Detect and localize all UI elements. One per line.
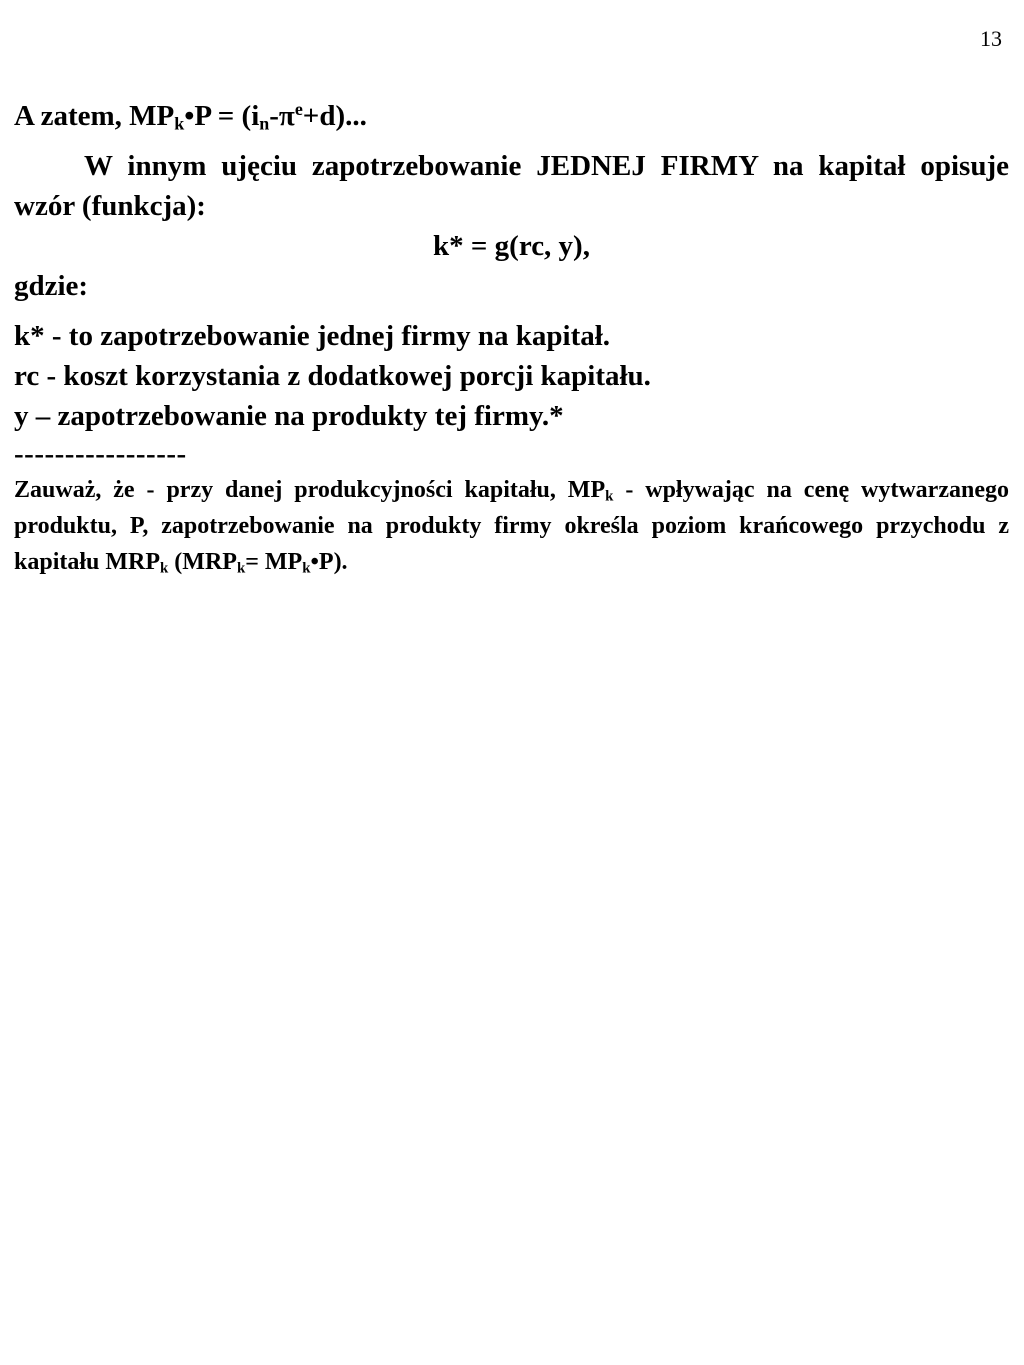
formula-sub-n: n: [259, 113, 270, 134]
paragraph-demand-function: W innym ujęciu zapotrzebowanie JEDNEJ FIRMY na kapitał opisuje wzór (funkcja):: [14, 150, 1009, 222]
footnote-sub2: k: [160, 560, 169, 577]
footnote-sub4: k: [302, 560, 311, 577]
page-number: 13: [980, 26, 1002, 51]
footnote-part5: •P).: [310, 549, 348, 575]
separator-line: -----------------: [14, 438, 187, 470]
formula-mpk: [14, 96, 1009, 136]
footnote-part4: = MP: [245, 549, 303, 575]
formula-k-star: k* = g(rc, y),: [433, 230, 590, 262]
definition-y: y – zapotrzebowanie na produkty tej firmy.*: [14, 400, 564, 432]
formula-sub-k: k: [174, 113, 185, 134]
formula-prefix: A zatem, MP: [14, 100, 175, 132]
footnote-part2: - wpływając na cenę wytwarzanego produktu, P, zapotrzebowanie na produkty firmy określa poziom krańcowego przychodu z kapitału MRP: [14, 477, 1009, 575]
definition-rc: rc - koszt korzystania z dodatkowej porcji kapitału.: [14, 360, 651, 392]
formula-tail: +d)...: [302, 100, 367, 132]
footnote-sub3: k: [236, 560, 246, 577]
document-body: [14, 96, 1009, 580]
formula-after-k: •P = (i: [184, 100, 260, 132]
footnote-sub1: k: [605, 488, 614, 505]
footnote: [14, 472, 1009, 580]
formula-minus-pi: -π: [269, 100, 295, 132]
where-label: gdzie:: [14, 270, 89, 302]
footnote-part1: Zauważ, że - przy danej produkcyjności kapitału, MP: [14, 477, 606, 503]
footnote-part3: (MRP: [168, 549, 237, 575]
formula-sup-e: e: [294, 99, 303, 120]
definition-k-star: k* - to zapotrzebowanie jednej firmy na kapitał.: [14, 320, 611, 352]
